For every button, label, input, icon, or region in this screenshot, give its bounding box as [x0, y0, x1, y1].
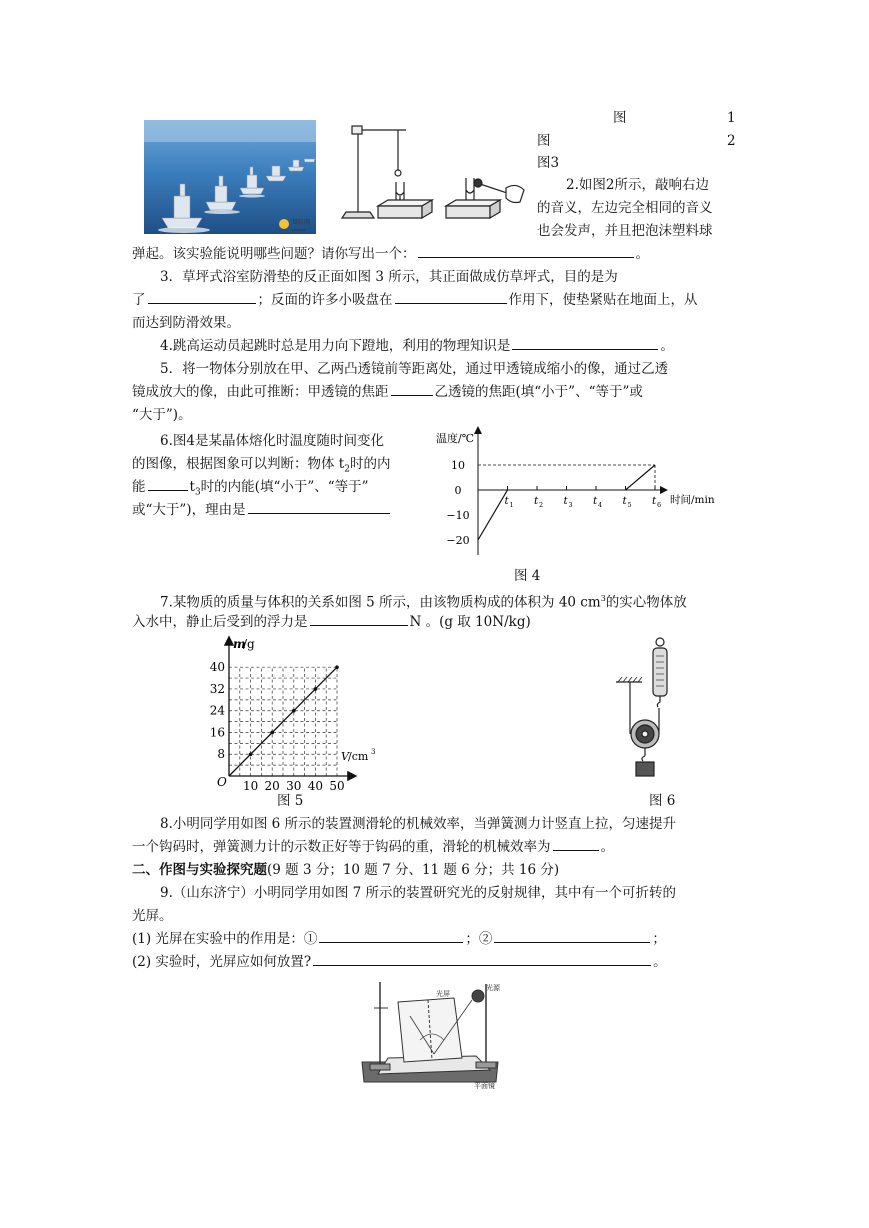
fig5-data-point [270, 731, 274, 735]
q2-line3: 也会发声，并且把泡沫塑料球 [537, 223, 713, 239]
q5-line2: 镜成放大的像，由此可推断：甲透镜的焦距 乙透镜的焦距(填“小于”、“等于”或 [132, 381, 643, 403]
fig4-chart [428, 420, 738, 565]
q2-line1: 2.如图2所示，敲响右边 [566, 177, 709, 193]
q3-line2: 了 ；反面的许多小吸盘在 作用下，使垫紧贴在地面上，从 [132, 289, 698, 311]
q3-blank-force[interactable] [395, 289, 507, 304]
q4-answer-blank[interactable] [512, 335, 658, 350]
tuning-fork-figure [334, 122, 528, 230]
fig4-xtick-label: t [563, 495, 568, 507]
q8-line2: 一个钩码时，弹簧测力计的示数正好等于钩码的重，滑轮的机械效率为 。 [132, 836, 614, 858]
q3-blank-purpose[interactable] [148, 289, 256, 304]
fig4-ytick-label: 10 [451, 459, 465, 472]
q9-blank-role2[interactable] [494, 928, 650, 943]
q2-line4: 弹起。该实验能说明哪些问题？请你写出一个： 。 [132, 243, 649, 265]
q9-line2: 光屏。 [132, 908, 173, 924]
q3-line3: 而达到防滑效果。 [132, 315, 240, 331]
fig5-xtick-label: 20 [264, 779, 280, 793]
q6-line1: 6.图4是某晶体熔化时温度随时间变化 [160, 433, 384, 449]
q9-line1: 9.（山东济宁）小明同学用如图 7 所示的装置研究光的反射规律，其中有一个可折转的 [160, 885, 677, 901]
fig4-ylabel: 温度/℃ [436, 432, 475, 445]
fig5-data-point [335, 665, 339, 669]
fig4-xtick-label: t [652, 495, 657, 507]
fig4-caption: 图 4 [514, 568, 541, 584]
q8-line1: 8.小明同学用如图 6 所示的装置测滑轮的机械效率，当弹簧测力计竖直上拉，匀速提升 [160, 816, 677, 832]
fig4-ytick-label: 0 [454, 484, 462, 497]
q5-line1: 5．将一物体分别放在甲、乙两凸透镜前等距离处，通过甲透镜成缩小的像，通过乙透 [160, 361, 669, 377]
q7-line1: 7.某物质的质量与体积的关系如图 5 所示，由该物质构成的体积为 40 $cm^3$的实心物体放 [160, 594, 687, 611]
fig4-xtick-sub: 6 [657, 501, 662, 509]
fig7-label-screen: 光屏 [436, 990, 450, 998]
fig2-label-num: 2 [727, 133, 736, 149]
fig4-xlabel: 时间/min [670, 494, 715, 506]
fig5-xlabel-unit: /cm [348, 750, 369, 763]
q9-blank-role1[interactable] [319, 928, 463, 943]
q9-sub1: (1) 光屏在实验中的作用是：① ；② ； [132, 928, 666, 950]
q6-line2: 的图像，根据图象可以判断：物体 $t_2$时的内 [132, 456, 391, 475]
fig5-ytick-label: 8 [217, 747, 225, 762]
fig5-ylabel-m: m [233, 637, 246, 651]
fig4-xtick-sub: 4 [598, 501, 603, 509]
fig5-xtick-label: 50 [329, 779, 345, 793]
fig5-caption: 图 5 [277, 793, 304, 809]
q6-blank-reason[interactable] [248, 499, 390, 514]
photo-watermark-sub: xxxxxx [292, 227, 306, 232]
fig5-xtick-label: 10 [242, 779, 259, 793]
fig1-label-num: 1 [727, 110, 736, 126]
warships-photo [144, 120, 316, 234]
q2-line2: 的音义，左边完全相同的音义 [537, 200, 713, 216]
fig5-ytick-label: 32 [209, 681, 225, 696]
fig7-label-source: 光源 [486, 984, 500, 992]
q5-line3: “大于”)。 [132, 407, 192, 423]
q7-line2: 入水中，静止后受到的浮力是 N 。(g 取 10N/kg) [132, 611, 531, 633]
q5-answer-blank[interactable] [391, 381, 433, 396]
q4-line: 4.跳高运动员起跳时总是用力向下蹬地，利用的物理知识是 。 [160, 335, 674, 357]
fig4-xtick-sub: 5 [627, 501, 632, 509]
photo-watermark: 冒险网 [292, 219, 311, 226]
fig5-ytick-label: 40 [209, 660, 225, 675]
fig5-xtick-label: 40 [307, 779, 324, 793]
fig3-label: 图3 [537, 155, 560, 171]
section2-heading: 二、作图与实验探究题(9 题 3 分；10 题 7 分、11 题 6 分；共 16 分) [132, 862, 560, 878]
fig7-label-mirror: 平面镜 [474, 1082, 495, 1090]
fig5-ytick-label: 16 [209, 725, 225, 740]
fig4-xtick-label: t [622, 495, 627, 507]
fig4-xtick-label: t [593, 495, 598, 507]
fig5-ytick-label: 24 [209, 703, 225, 718]
fig5-series-line [229, 667, 337, 776]
fig4-xtick-sub: 2 [539, 501, 544, 509]
q6-blank-compare[interactable] [148, 476, 188, 491]
fig5-data-point [249, 752, 253, 756]
fig4-xtick-label: t [504, 495, 509, 507]
q3-line1: 3．草坪式浴室防滑垫的反正面如图 3 所示，其正面做成仿草坪式，目的是为 [160, 269, 618, 285]
q2-answer-blank[interactable] [418, 243, 634, 258]
q7-answer-blank[interactable] [310, 611, 408, 626]
fig5-xlabel-sup: 3 [371, 748, 376, 756]
fig4-series-segment [478, 490, 508, 540]
reflection-apparatus-figure [358, 978, 502, 1092]
q8-answer-blank[interactable] [553, 836, 599, 851]
fig1-label-word: 图 [613, 110, 627, 126]
fig4-ytick-label: −20 [446, 534, 470, 547]
q9-sub2: (2) 实验时，光屏应如何放置? 。 [132, 951, 667, 973]
fig5-xtick-label: 30 [286, 779, 302, 793]
watermark-logo-icon [279, 219, 289, 229]
fig5-xlabel-v: V [341, 750, 349, 763]
fig2-label-word: 图 [537, 133, 551, 149]
fig5-data-point [314, 687, 318, 691]
fig6-caption: 图 6 [649, 793, 676, 809]
fig4-series-segment [626, 465, 656, 490]
fig5-origin: O [217, 775, 227, 789]
fig5-data-point [292, 709, 296, 713]
q9-blank-placement[interactable] [313, 951, 651, 966]
fig5-chart [195, 632, 376, 793]
q6-line3: 能 $t_3$时的内能(填“小于”、“等于” [132, 476, 369, 504]
fig4-xtick-sub: 1 [509, 501, 514, 509]
fig4-xtick-label: t [534, 495, 539, 507]
q6-line4: 或“大于”)，理由是 [132, 499, 392, 521]
fig4-ytick-label: −10 [446, 509, 470, 522]
fig5-ylabel-unit: /g [243, 637, 255, 651]
pulley-figure [612, 634, 692, 784]
fig4-xtick-sub: 3 [568, 501, 573, 509]
